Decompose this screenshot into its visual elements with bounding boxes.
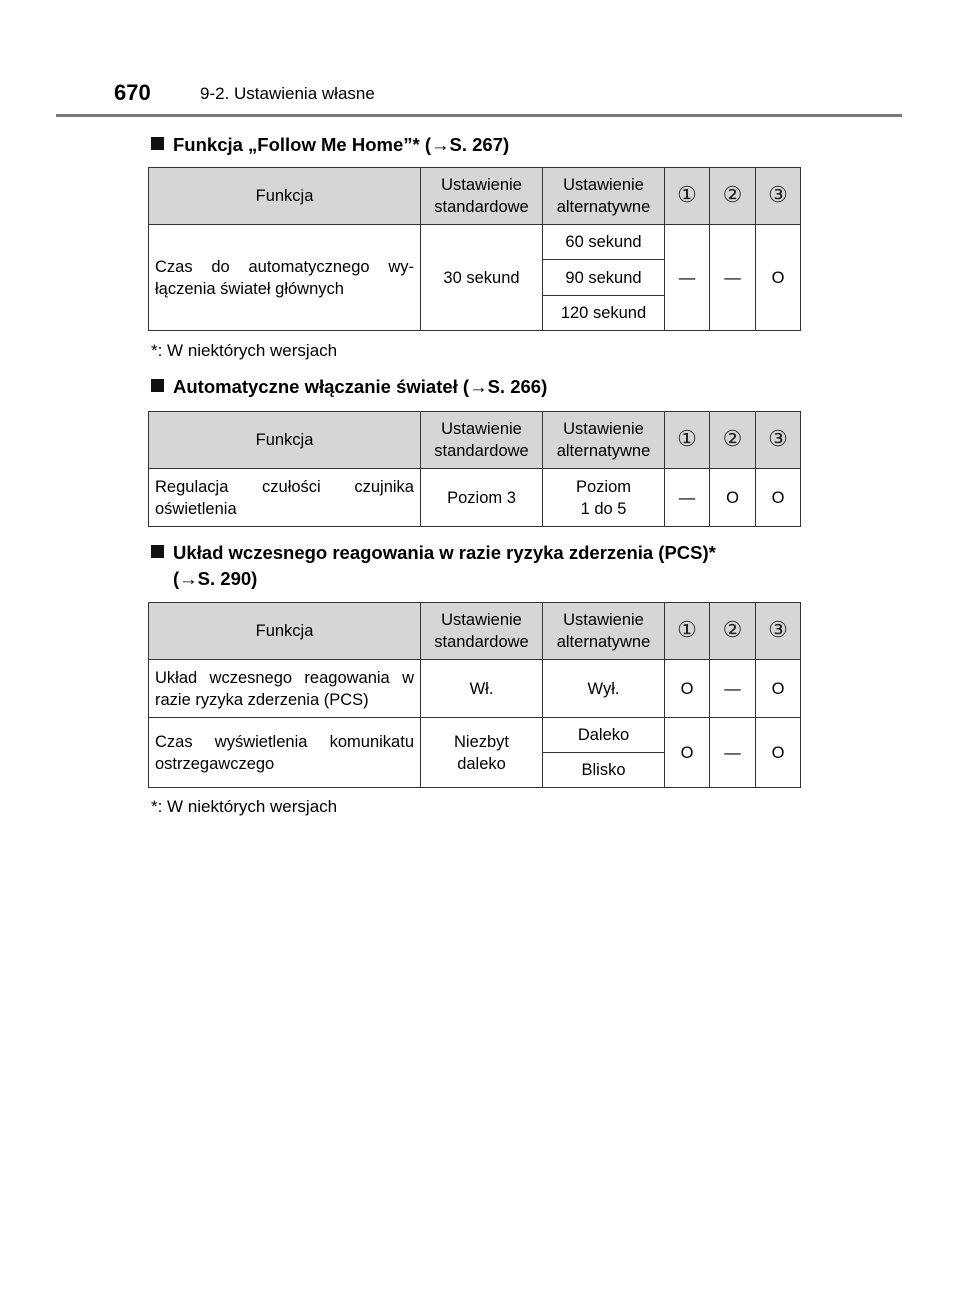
circled-3-icon: ③ [768,617,788,642]
cell-alt: 90 sekund [543,260,665,296]
cell-c2: — [710,718,756,788]
cell-std: Poziom 3 [421,469,543,527]
table-row [149,660,801,718]
footnote: *: W niektórych wersjach [151,341,338,360]
col-2 [710,412,756,469]
section-heading-follow-me-home: Funkcja „Follow Me Home”* (→S. 267) [151,132,509,158]
col-3 [756,168,801,225]
table-header-row [149,412,801,469]
section-heading-pcs: Układ wczesnego reagowania w razie ryzyka zderzenia (PCS)* (→S. 290) [151,540,811,592]
section-heading-auto-lights: Automatyczne włączanie świateł (→S. 266) [151,374,547,400]
cell-c1: O [665,660,710,718]
table-header-row [149,603,801,660]
cell-alt: Daleko [543,718,665,753]
circled-1-icon: ① [677,182,697,207]
cell-c3: O [756,225,801,331]
col-func: Funkcja [149,168,421,225]
col-func: Funkcja [149,412,421,469]
cell-std: Wł. [421,660,543,718]
arrow-icon: → [469,376,488,397]
col-std: Ustawienie standardowe [421,603,543,660]
circled-2-icon: ② [722,182,743,207]
header-rule [56,114,902,117]
table-header-row [149,168,801,225]
arrow-icon: → [179,568,198,589]
col-std: Ustawienie standardowe [421,412,543,469]
col-2 [710,168,756,225]
table-row [149,225,801,260]
arrow-icon: → [431,134,450,155]
circled-2-icon: ② [722,617,743,642]
cell-c3: O [756,469,801,527]
chapter-title: 9-2. Ustawienia własne [200,84,375,103]
footnote: *: W niektórych wersjach [151,797,338,816]
col-3 [756,412,801,469]
circled-2-icon: ② [722,426,743,451]
circled-1-icon: ① [677,617,697,642]
circled-3-icon: ③ [768,426,788,451]
col-1 [665,412,710,469]
page-number: 670 [114,80,151,105]
cell-func: Czas do automatycznego wy-łączenia świateł głównych [149,225,421,331]
cell-func: Regulacja czułości czujnika oświetlenia [149,469,421,527]
cell-alt: 60 sekund [543,225,665,260]
table-auto-lights [148,411,801,527]
col-3 [756,603,801,660]
cell-alt: Poziom 1 do 5 [543,469,665,527]
cell-c2: — [710,660,756,718]
cell-func: Układ wczesnego reagowania w razie ryzyka zderzenia (PCS) [149,660,421,718]
square-bullet-icon [151,379,164,392]
circled-1-icon: ① [677,426,697,451]
col-2 [710,603,756,660]
cell-c3: O [756,660,801,718]
cell-std: 30 sekund [421,225,543,331]
table-row [149,469,801,527]
page-header [112,80,902,116]
square-bullet-icon [151,137,164,150]
col-1 [665,603,710,660]
cell-c1: — [665,225,710,331]
table-row [149,718,801,753]
cell-alt: Blisko [543,753,665,788]
table-pcs [148,602,801,788]
col-1 [665,168,710,225]
table-follow-me-home [148,167,801,331]
cell-alt: Wył. [543,660,665,718]
col-std: Ustawienie standardowe [421,168,543,225]
cell-c2: — [710,225,756,331]
cell-c1: O [665,718,710,788]
col-alt: Ustawienie alternatywne [543,412,665,469]
square-bullet-icon [151,545,164,558]
col-alt: Ustawienie alternatywne [543,603,665,660]
cell-std: Niezbyt daleko [421,718,543,788]
cell-c2: O [710,469,756,527]
cell-c1: — [665,469,710,527]
cell-alt: 120 sekund [543,296,665,331]
cell-func: Czas wyświetlenia komunikatu ostrzegawczego [149,718,421,788]
cell-c3: O [756,718,801,788]
col-alt: Ustawienie alternatywne [543,168,665,225]
col-func: Funkcja [149,603,421,660]
circled-3-icon: ③ [768,182,788,207]
